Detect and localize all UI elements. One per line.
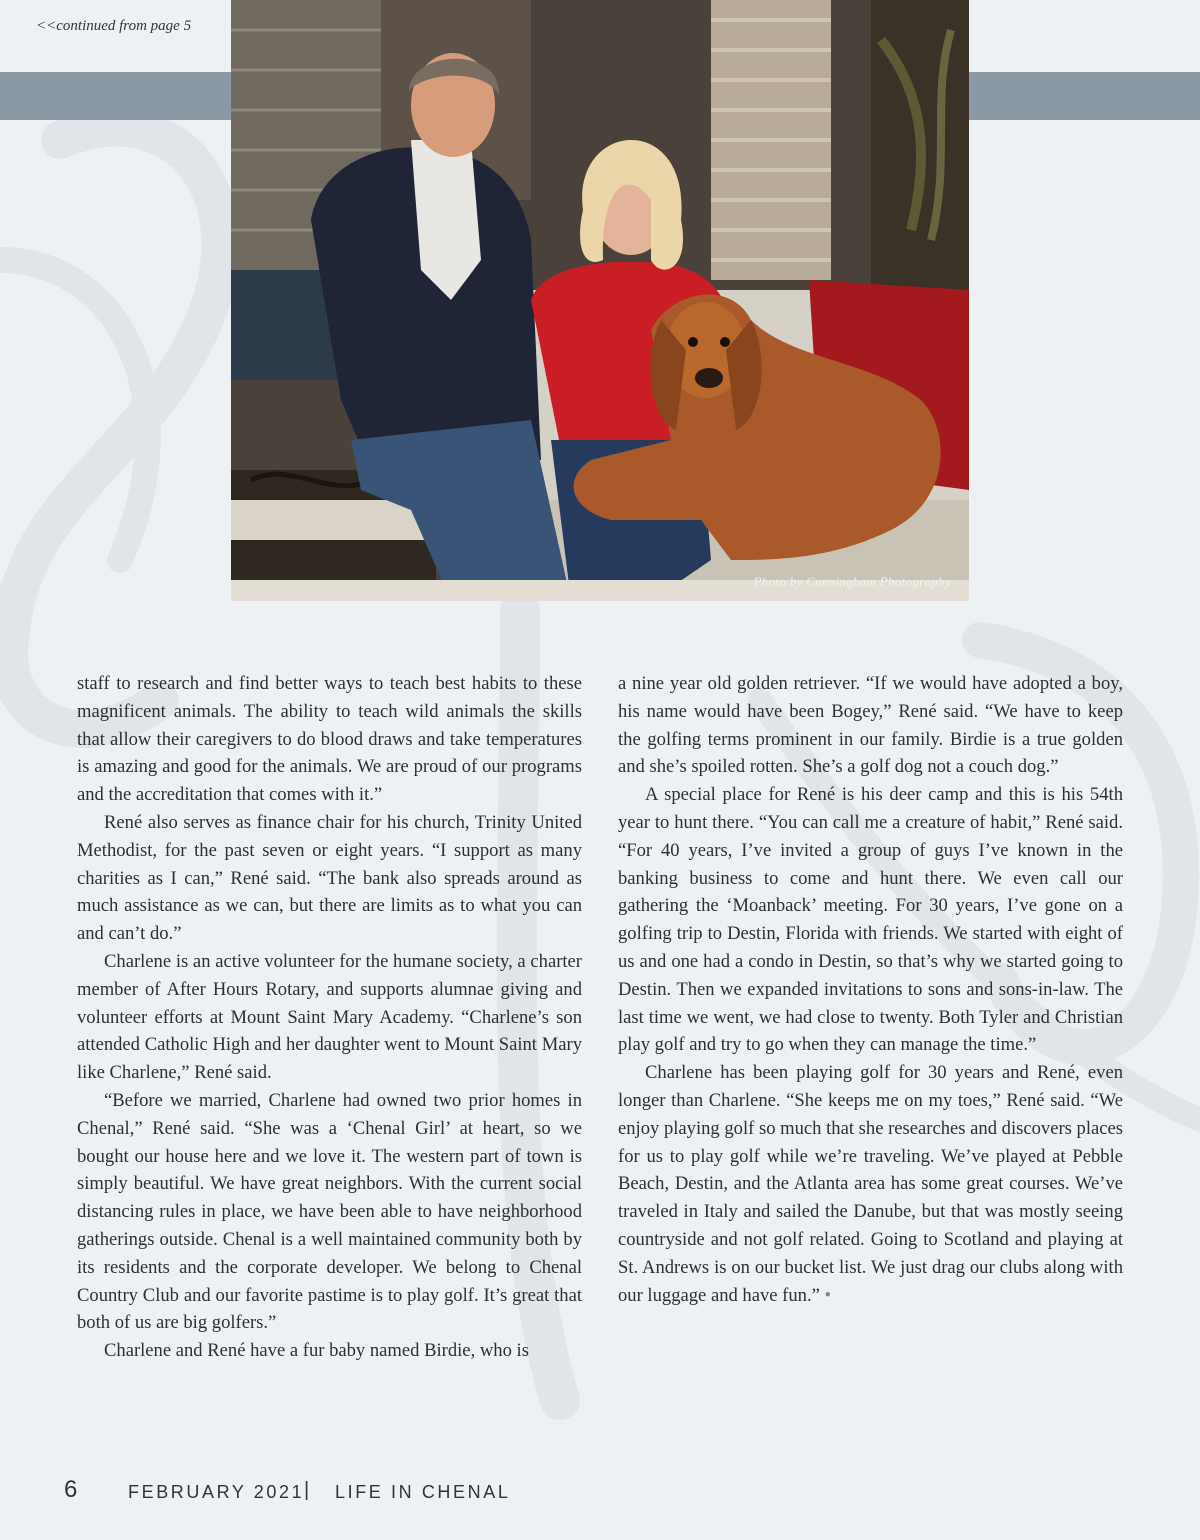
issue-date: FEBRUARY 2021	[128, 1482, 305, 1502]
family-portrait-image	[231, 0, 969, 601]
page-number: 6	[64, 1476, 78, 1503]
left-paragraph-3: Charlene is an active volunteer for the humane society, a charter member of After Hours Rotary, and supports alumnae giving and volunteer efforts at Mount Saint Mary Academy. “Charlene’s son attended Catholic High and her daughter went to Mount Saint Mary like Charlene,” René said.	[77, 950, 582, 1084]
left-paragraph-2: René also serves as finance chair for his church, Trinity United Methodist, for the past seven or eight years. “I support as many charities as I can,” René said. “The bank also spreads around as much assistance as we can, but there are limits as to what you can and can’t do.”	[77, 811, 582, 945]
right-paragraph-3	[618, 1059, 1123, 1309]
article-column-right	[618, 670, 1123, 1309]
magazine-name: LIFE IN CHENAL	[335, 1482, 511, 1502]
left-paragraph-4: “Before we married, Charlene had owned two prior homes in Chenal,” René said. “She was a ‘Chenal Girl’ at heart, so we bought our house here and we love it. The western part of town is simply beautiful. We have great neighbors. With the current social distancing rules in place, we have been able to have neighborhood gatherings outside. Chenal is a well maintained community both by its residents and the corporate developer. We belong to Chenal Country Club and our favorite pastime is to play golf. It’s great that both of us are big golfers.”	[77, 1089, 582, 1334]
end-mark-icon: •	[819, 1284, 832, 1306]
left-paragraph-1: staff to research and find better ways to teach best habits to these magnificent animals. The ability to teach wild animals the skills that allow their caregivers to do blood draws and take temperatures is amazing and good for the animals. We are proud of our programs and the accreditation that comes with it.”	[77, 673, 582, 806]
header-band-left	[0, 72, 232, 120]
photo-credit: Photo by Cunningham Photography	[753, 574, 951, 589]
left-paragraph-5: Charlene and René have a fur baby named Birdie, who is	[104, 1340, 529, 1362]
continued-note: <<continued from page 5	[36, 18, 192, 34]
right-paragraph-3-text: Charlene has been playing golf for 30 years and René, even longer than Charlene. “She keeps me on my toes,” René said. “We enjoy playing golf so much that she researches and discovers places for us to play golf while we’re traveling. We’ve played at Pebble Beach, Destin, and the Atlanta area has some great courses. We’ve traveled in Italy and sailed the Danube, but that was mostly seeing countryside and not golf related. Going to Scotland and playing at St. Andrews is on our bucket list. We just drag our clubs along with our luggage and have fun.”	[618, 1062, 1123, 1306]
article-column-left	[77, 670, 582, 1365]
right-paragraph-1: a nine year old golden retriever. “If we would have adopted a boy, his name would have been Bogey,” René said. “We have to keep the golfing terms prominent in our family. Birdie is a true golden and she’s spoiled rotten. She’s a golf dog not a couch dog.”	[618, 673, 1123, 778]
footer-separator: |	[304, 1479, 310, 1501]
header-band-right	[968, 72, 1200, 120]
right-paragraph-2: A special place for René is his deer camp and this is his 54th year to hunt there. “You can call me a creature of habit,” René said. “For 40 years, I’ve invited a group of guys I’ve known in the banking business to come and hunt there. We even call our gathering the ‘Moanback’ meeting. For 30 years, I’ve gone on a golfing trip to Destin, Florida with friends. We started with eight of us and one had a condo in Destin, so that’s why we started going to Destin. Then we expanded invitations to sons and sons-in-law. The last time we went, we had close to twenty. Both Tyler and Christian play golf and try to go when they can manage the time.”	[618, 784, 1123, 1056]
feature-photo	[231, 0, 969, 601]
